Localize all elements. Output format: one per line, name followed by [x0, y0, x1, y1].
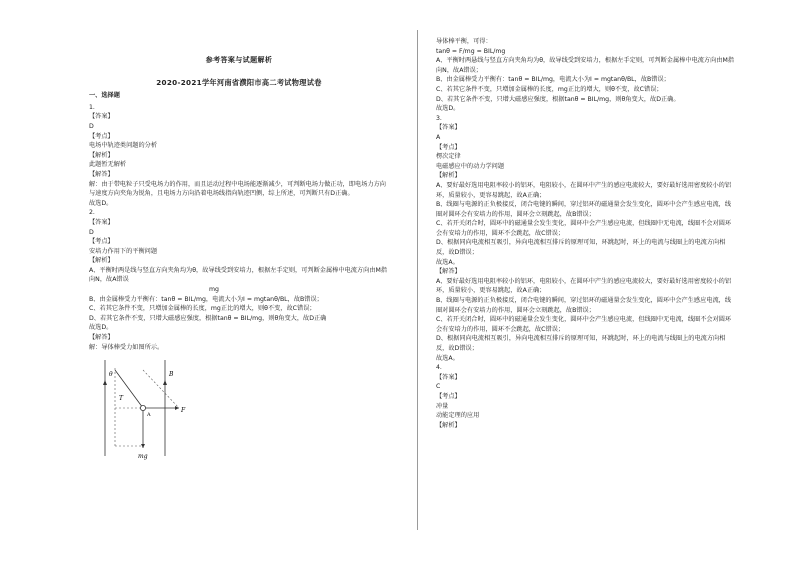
rod-cross-section: [140, 406, 145, 411]
right-text-line: 冲量: [436, 402, 449, 410]
left-column: [89, 56, 389, 466]
left-text-lines: [89, 103, 389, 352]
tension-line: [115, 370, 143, 408]
right-text-line: B、线圈与电源的正负极接反，闭合电键的瞬间，穿过铝环的磁通量会发生变化，圆环中会产生感应电流，线圈对圆环会有安培力的作用，圆环会立刻跳起，故B错误；: [436, 297, 732, 314]
column-divider: [417, 30, 418, 530]
left-text-line: 故选D。: [89, 199, 113, 207]
document-title: 参考答案与试题解析: [205, 56, 273, 64]
right-text-line: 【答案】: [436, 124, 461, 132]
right-text-line: 【解答】: [436, 268, 461, 276]
right-text-line: 动能定理的应用: [436, 412, 480, 420]
right-text-line: C、若开关闭合时，圆环中的磁通量会发生变化，圆环中会产生感应电流，但线圈中无电流，线圈不会对圆环会有安培力的作用，圆环不会跳起，故C错误；: [436, 220, 732, 237]
right-text-line: 导体棒平衡，可得：: [436, 38, 492, 45]
field-label: B: [169, 371, 174, 379]
right-text-line: C: [436, 383, 441, 391]
right-text-line: A、平衡时两悬线与竖直方向夹角均为θ，故导线受到安培力，根据左手定则，可判断金属棒中电流方向由M指向N，故A错误；: [436, 57, 734, 74]
dashed-diagonal-line: [143, 370, 179, 408]
left-wire-arrow: [103, 380, 107, 385]
right-text-line: 电磁感应中的动力学问题: [436, 162, 505, 170]
right-text-line: 【解析】: [436, 421, 461, 429]
right-text-line: C、若其它条件不变，只增加金属棒的长度，mg正比的增大，则θ不变，故C错误；: [436, 85, 663, 93]
right-text-line: B、由金属棒受力平衡有：tanθ = BIL/mg，电流大小为I = mgtanθ/BL，故B错误；: [436, 76, 670, 84]
left-text-line: 【考点】: [89, 238, 114, 246]
left-text-line: D、若其它条件不变，只增大磁感应强度，根据tanθ = BIL/mg，则θ角变大，故D正确: [89, 314, 327, 322]
right-text-line: 【考点】: [436, 392, 461, 400]
left-text-line: 故选D。: [89, 324, 113, 332]
left-text-line: 安培力作用下的平衡问题: [89, 247, 158, 255]
right-text-line: 故选D。: [436, 105, 460, 113]
left-text-line: B、由金属棒受力平衡有：tanθ = BIL/mg，电流大小为I = mgtanθ/BL，故B错误；: [89, 295, 323, 303]
left-text-line: 1.: [89, 103, 95, 111]
right-text-line: 故选A。: [436, 354, 459, 362]
force-arrow-head: [175, 406, 179, 410]
left-text-line: 解：导体棒受力如图所示。: [89, 343, 164, 351]
right-text-line: A、要好最好选用电阻率较小的铝环，电阻较小，在圆环中产生的感应电流较大，要好最好选用密度较小的铝环，质量较小，更容易跳起，故A正确；: [436, 181, 732, 199]
left-text-line: 电场中轨迹类问题的分析: [89, 142, 158, 150]
left-text-line: 【解答】: [89, 170, 114, 178]
left-text-line: D: [89, 122, 94, 130]
right-wire-arrow: [163, 380, 167, 385]
weight-label: mg: [138, 453, 148, 461]
tension-label: T: [119, 395, 124, 403]
right-text-line: 故选A。: [436, 258, 459, 266]
left-text-line: 【答案】: [89, 113, 114, 121]
right-text-line: 【答案】: [436, 373, 461, 381]
left-text-line: D: [89, 228, 94, 236]
left-text-line: 【解析】: [89, 257, 114, 265]
left-text-line: A、平衡时两是线与竖直方向夹角均为θ，故导线受到安培力，根据左手定则，可判断金属棒中电流方向由M指向N，故A错误: [89, 266, 387, 284]
left-text-line: 【解答】: [89, 334, 114, 342]
right-text-line: A: [436, 133, 441, 141]
right-text-line: D、若其它条件不变，只增大磁感应强度，根据tanθ = BIL/mg，则θ角变大，故D正确。: [436, 95, 680, 103]
left-text-line: mg: [209, 286, 219, 294]
right-text-line: C、若开关闭合时，圆环中的磁通量会发生变化，圆环中会产生感应电流，但线圈中无电流，线圈不会对圆环会有安培力的作用，圆环不会跳起，故C错误；: [436, 316, 732, 333]
left-text-line: 【考点】: [89, 132, 114, 140]
left-text-line: 此题暂无解析: [89, 161, 127, 169]
right-text-line: tanθ = F/mg = BIL/mg: [436, 47, 506, 55]
right-text-line: 4.: [436, 364, 442, 372]
right-text-line: D、根据同向电流相互吸引，异向电流相互排斥的原理可知，环跳起时，环上的电流与线圈上的电流方向相反，故D错误；: [436, 239, 726, 257]
right-text-line: 楞次定律: [436, 153, 461, 161]
right-text-line: D、根据同向电流相互吸引，异向电流相互排斥的原理可知，环跳起时，环上的电流与线圈上的电流方向相反，故D错误；: [436, 335, 726, 352]
right-text-line: 【解析】: [436, 172, 461, 180]
force-diagram: [93, 356, 203, 466]
left-text-line: 【解析】: [89, 151, 114, 159]
right-text-line: 3.: [436, 114, 442, 122]
right-text-line: A、要好最好选用电阻率较小的铝环，电阻较小，在圆环中产生的感应电流较大，要好最好选用密度较小的铝环，质量较小，更容易跳起，故A正确；: [436, 277, 732, 295]
right-text-line: 【考点】: [436, 143, 461, 151]
left-text-line: 解：由于带电粒子只受电场力的作用，而且运动过程中电场能逐渐减少，可判断电场力做正功，即电场力方向与速度方向夹角为锐角，且电场力方向沿着电场线指向轨迹凹侧，综上所述，可判断只有D正确。: [89, 180, 386, 198]
left-text-line: C、若其它条件不变，只增加金属棒的长度，mg正比的增大，则θ不变，故C错误；: [89, 305, 316, 313]
point-label: A: [147, 412, 151, 419]
left-text-line: 【答案】: [89, 218, 114, 226]
theta-label: θ: [109, 371, 113, 379]
left-text-line: 2.: [89, 209, 95, 217]
force-label: F: [181, 407, 186, 415]
right-column: [436, 37, 736, 430]
document-subtitle: 2020-2021学年河南省濮阳市高二考试物理试卷: [156, 77, 322, 87]
section-heading: 一、选择题: [89, 92, 120, 100]
right-text-line: B、线圈与电源的正负极接反，闭合电键的瞬间，穿过铝环的磁通量会发生变化，圆环中会产生感应电流，线圈对圆环会有安培力的作用，圆环会立刻跳起，故B错误；: [436, 201, 732, 218]
force-diagram-svg: [93, 356, 203, 466]
right-text-lines: [436, 37, 736, 430]
